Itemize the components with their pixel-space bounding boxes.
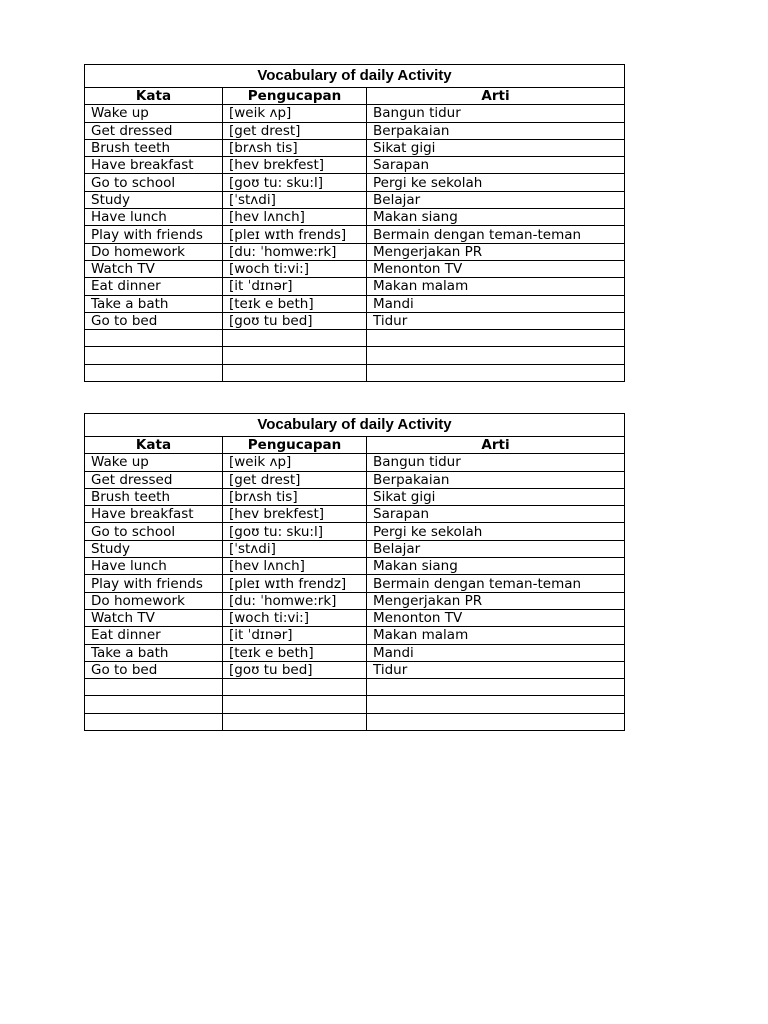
cell-kata: Wake up — [85, 105, 223, 122]
table-row — [85, 488, 625, 505]
cell-pengucapan — [223, 696, 367, 713]
cell-arti: Sikat gigi — [367, 139, 625, 156]
cell-pengucapan: [woch ti:vi:] — [223, 260, 367, 277]
title-row — [85, 65, 625, 88]
cell-kata: Watch TV — [85, 260, 223, 277]
cell-pengucapan — [223, 713, 367, 730]
cell-pengucapan: [goʊ tu bed] — [223, 312, 367, 329]
cell-kata: Brush teeth — [85, 139, 223, 156]
cell-pengucapan: [weik ʌp] — [223, 454, 367, 471]
cell-kata — [85, 330, 223, 347]
cell-pengucapan — [223, 364, 367, 381]
cell-arti: Sikat gigi — [367, 488, 625, 505]
cell-kata: Have lunch — [85, 209, 223, 226]
table-row — [85, 506, 625, 523]
cell-kata: Go to bed — [85, 312, 223, 329]
cell-pengucapan: [pleɪ wɪth frendz] — [223, 575, 367, 592]
table-row — [85, 540, 625, 557]
cell-kata: Eat dinner — [85, 627, 223, 644]
cell-pengucapan: [it ˈdɪnər] — [223, 627, 367, 644]
cell-kata — [85, 347, 223, 364]
cell-pengucapan: [ˈstʌdi] — [223, 540, 367, 557]
cell-arti: Makan siang — [367, 558, 625, 575]
cell-pengucapan: [goʊ tu bed] — [223, 661, 367, 678]
cell-arti — [367, 696, 625, 713]
cell-pengucapan: [brʌsh tis] — [223, 139, 367, 156]
cell-arti: Tidur — [367, 661, 625, 678]
table-row — [85, 157, 625, 174]
cell-kata: Get dressed — [85, 471, 223, 488]
table-row — [85, 679, 625, 696]
header-row — [85, 88, 625, 105]
table-title: Vocabulary of daily Activity — [85, 65, 625, 88]
cell-pengucapan: [get drest] — [223, 122, 367, 139]
header-pengucapan: Pengucapan — [223, 88, 367, 105]
cell-arti: Berpakaian — [367, 471, 625, 488]
cell-kata: Have lunch — [85, 558, 223, 575]
cell-arti: Pergi ke sekolah — [367, 523, 625, 540]
cell-kata: Watch TV — [85, 609, 223, 626]
cell-arti: Belajar — [367, 191, 625, 208]
cell-pengucapan: [du: ˈhomwe:rk] — [223, 592, 367, 609]
cell-pengucapan: [goʊ tu: sku:l] — [223, 174, 367, 191]
cell-kata: Get dressed — [85, 122, 223, 139]
cell-kata: Have breakfast — [85, 157, 223, 174]
table-row — [85, 260, 625, 277]
table-row — [85, 575, 625, 592]
header-row — [85, 437, 625, 454]
cell-arti: Pergi ke sekolah — [367, 174, 625, 191]
table-row — [85, 139, 625, 156]
header-kata: Kata — [85, 437, 223, 454]
cell-kata: Play with friends — [85, 575, 223, 592]
cell-kata: Eat dinner — [85, 278, 223, 295]
table-row — [85, 713, 625, 730]
cell-arti: Bermain dengan teman-teman — [367, 226, 625, 243]
cell-kata: Play with friends — [85, 226, 223, 243]
cell-arti: Belajar — [367, 540, 625, 557]
table-row — [85, 644, 625, 661]
cell-arti: Mengerjakan PR — [367, 592, 625, 609]
table-row — [85, 226, 625, 243]
header-kata: Kata — [85, 88, 223, 105]
cell-pengucapan: [teɪk e beth] — [223, 644, 367, 661]
cell-kata: Take a bath — [85, 644, 223, 661]
vocabulary-table-1 — [84, 64, 625, 382]
cell-pengucapan: [it ˈdɪnər] — [223, 278, 367, 295]
table-row — [85, 209, 625, 226]
table-row — [85, 330, 625, 347]
cell-arti: Tidur — [367, 312, 625, 329]
cell-kata: Go to school — [85, 523, 223, 540]
cell-arti: Bangun tidur — [367, 105, 625, 122]
table-body — [85, 454, 625, 731]
cell-kata: Study — [85, 540, 223, 557]
cell-kata: Go to bed — [85, 661, 223, 678]
cell-arti: Sarapan — [367, 506, 625, 523]
table-body — [85, 105, 625, 382]
cell-arti — [367, 330, 625, 347]
cell-pengucapan: [ˈstʌdi] — [223, 191, 367, 208]
cell-pengucapan: [hev brekfest] — [223, 157, 367, 174]
cell-kata: Do homework — [85, 243, 223, 260]
cell-pengucapan — [223, 330, 367, 347]
table-row — [85, 558, 625, 575]
table-title: Vocabulary of daily Activity — [85, 414, 625, 437]
cell-kata: Go to school — [85, 174, 223, 191]
cell-pengucapan: [pleɪ wɪth frends] — [223, 226, 367, 243]
cell-pengucapan — [223, 679, 367, 696]
cell-arti: Sarapan — [367, 157, 625, 174]
table-row — [85, 191, 625, 208]
cell-pengucapan: [hev lʌnch] — [223, 558, 367, 575]
cell-arti: Mengerjakan PR — [367, 243, 625, 260]
cell-pengucapan: [goʊ tu: sku:l] — [223, 523, 367, 540]
cell-arti — [367, 364, 625, 381]
table-row — [85, 364, 625, 381]
table-row — [85, 523, 625, 540]
cell-arti: Bangun tidur — [367, 454, 625, 471]
title-row — [85, 414, 625, 437]
header-arti: Arti — [367, 88, 625, 105]
table-row — [85, 243, 625, 260]
cell-kata: Wake up — [85, 454, 223, 471]
cell-kata: Have breakfast — [85, 506, 223, 523]
cell-kata — [85, 713, 223, 730]
cell-arti: Menonton TV — [367, 609, 625, 626]
table-row — [85, 592, 625, 609]
table-row — [85, 278, 625, 295]
table-row — [85, 609, 625, 626]
table-row — [85, 105, 625, 122]
cell-arti — [367, 679, 625, 696]
cell-pengucapan: [weik ʌp] — [223, 105, 367, 122]
cell-arti: Mandi — [367, 295, 625, 312]
cell-pengucapan: [woch ti:vi:] — [223, 609, 367, 626]
cell-pengucapan: [get drest] — [223, 471, 367, 488]
cell-kata — [85, 679, 223, 696]
cell-kata — [85, 364, 223, 381]
cell-pengucapan: [du: ˈhomwe:rk] — [223, 243, 367, 260]
cell-arti: Menonton TV — [367, 260, 625, 277]
cell-arti: Makan siang — [367, 209, 625, 226]
cell-arti — [367, 713, 625, 730]
cell-kata: Study — [85, 191, 223, 208]
table-row — [85, 454, 625, 471]
cell-arti: Mandi — [367, 644, 625, 661]
cell-kata: Do homework — [85, 592, 223, 609]
cell-arti: Berpakaian — [367, 122, 625, 139]
table-row — [85, 627, 625, 644]
cell-pengucapan: [hev brekfest] — [223, 506, 367, 523]
header-arti: Arti — [367, 437, 625, 454]
table-row — [85, 661, 625, 678]
table-row — [85, 471, 625, 488]
cell-pengucapan: [teɪk e beth] — [223, 295, 367, 312]
table-row — [85, 122, 625, 139]
cell-arti — [367, 347, 625, 364]
table-row — [85, 295, 625, 312]
vocabulary-table-2 — [84, 413, 625, 731]
cell-pengucapan: [brʌsh tis] — [223, 488, 367, 505]
cell-arti: Bermain dengan teman-teman — [367, 575, 625, 592]
table-row — [85, 696, 625, 713]
table-row — [85, 174, 625, 191]
cell-kata — [85, 696, 223, 713]
cell-pengucapan: [hev lʌnch] — [223, 209, 367, 226]
header-pengucapan: Pengucapan — [223, 437, 367, 454]
cell-pengucapan — [223, 347, 367, 364]
table-row — [85, 347, 625, 364]
table-row — [85, 312, 625, 329]
cell-arti: Makan malam — [367, 627, 625, 644]
cell-kata: Take a bath — [85, 295, 223, 312]
cell-arti: Makan malam — [367, 278, 625, 295]
cell-kata: Brush teeth — [85, 488, 223, 505]
